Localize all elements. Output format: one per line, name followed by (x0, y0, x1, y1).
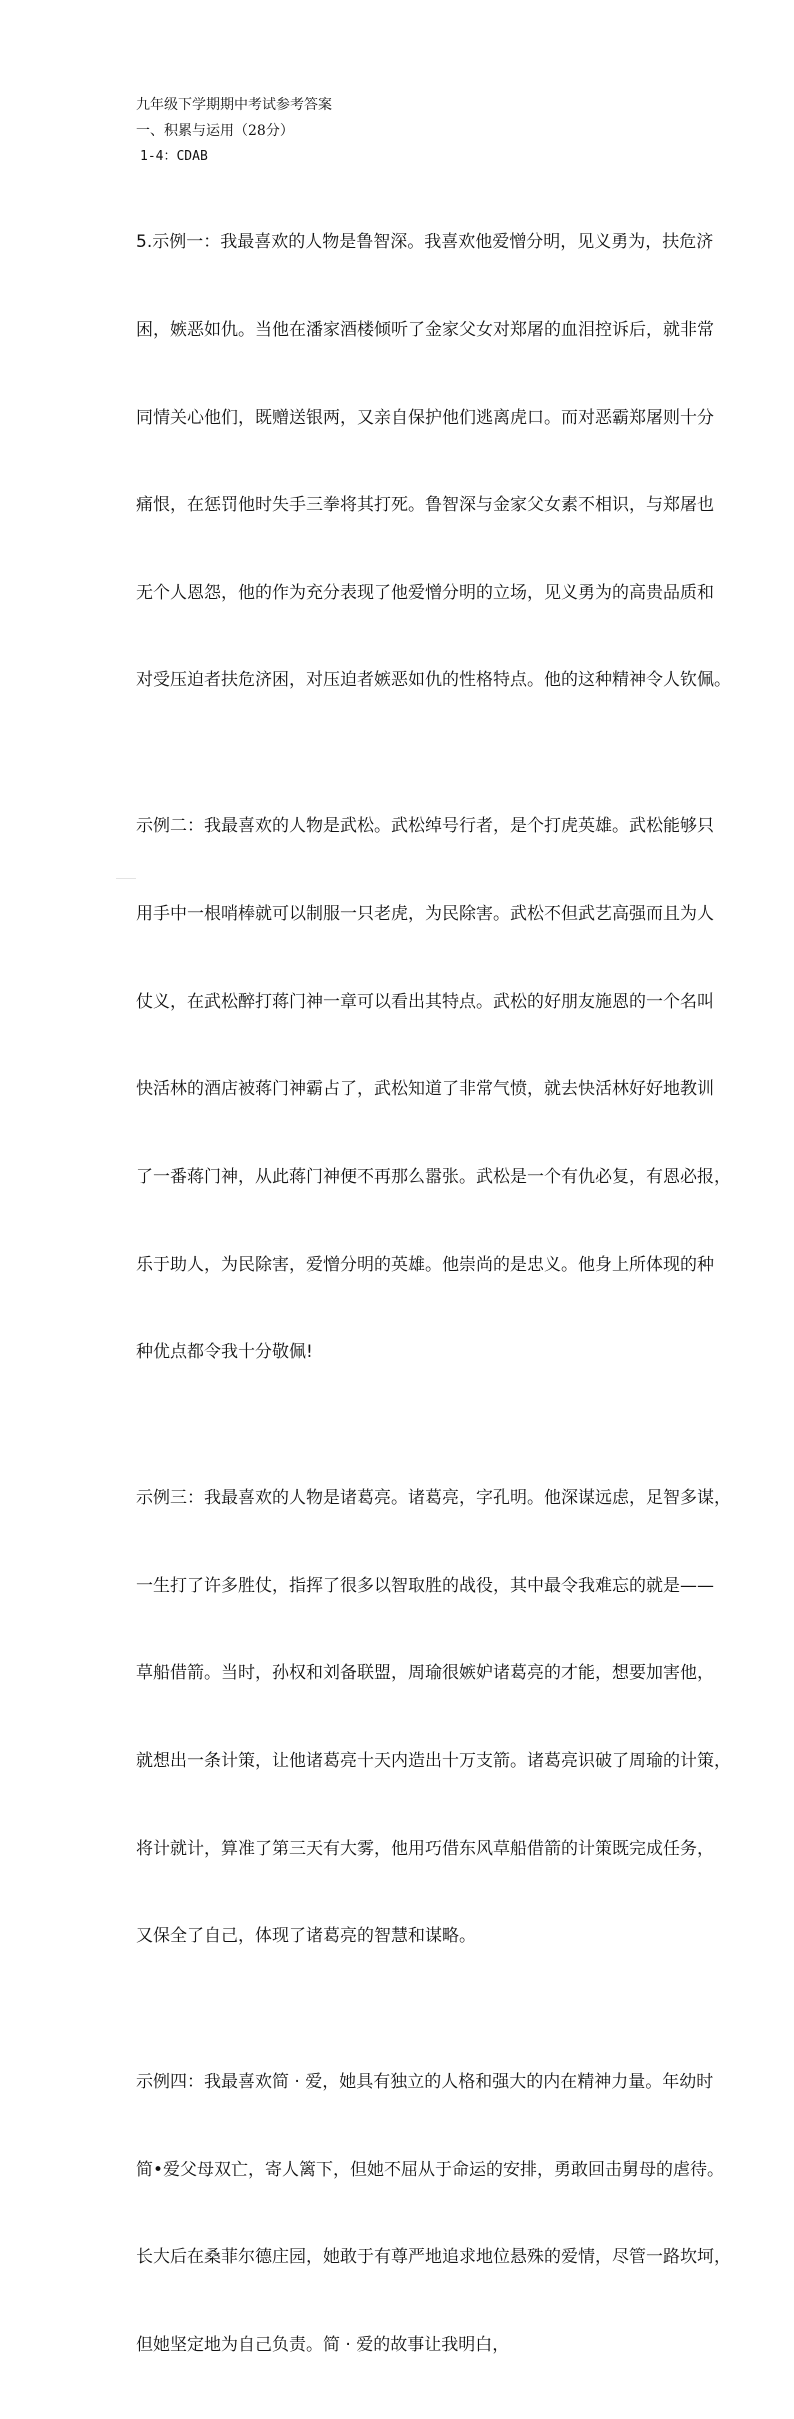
answers-1-4: 1-4：CDAB (140, 149, 208, 164)
text-line: 快活林的酒店被蒋门神霸占了，武松知道了非常气愤，就去快活林好好地教训 (136, 1079, 714, 1100)
text-line: 同情关心他们，既赠送银两，又亲自保护他们逃离虎口。而对恶霸郑屠则十分 (136, 407, 714, 428)
example-paragraph-1 (136, 170, 731, 754)
text-line: 示例三：我最喜欢的人物是诸葛亮。诸葛亮，字孔明。他深谋远虑，足智多谋， (136, 1488, 731, 1509)
text-line: 简•爱父母双亡，寄人篱下，但她不屈从于命运的安排，勇敢回击舅母的虐待。 (136, 2159, 725, 2180)
text-line: 就想出一条计策，让他诸葛亮十天内造出十万支箭。诸葛亮识破了周瑜的计策， (136, 1750, 731, 1771)
text-line: 用手中一根哨棒就可以制服一只老虎，为民除害。武松不但武艺高强而且为人 (136, 904, 714, 925)
text-line: 草船借箭。当时，孙权和刘备联盟，周瑜很嫉妒诸葛亮的才能，想要加害他， (136, 1663, 714, 1684)
footer-divider (116, 878, 136, 879)
text-line: 将计就计，算准了第三天有大雾，他用巧借东风草船借箭的计策既完成任务， (136, 1838, 714, 1859)
text-line: 痛恨，在惩罚他时失手三拳将其打死。鲁智深与金家父女素不相识，与郑屠也 (136, 495, 714, 516)
text-line: 仗义，在武松醉打蒋门神一章可以看出其特点。武松的好朋友施恩的一个名叫 (136, 991, 714, 1012)
text-line: 困，嫉恶如仇。当他在潘家酒楼倾听了金家父女对郑屠的血泪控诉后，就非常 (136, 320, 714, 341)
text-line: 又保全了自己，体现了诸葛亮的智慧和谋略。 (136, 1926, 476, 1947)
text-line: 但她坚定地为自己负责。简 · 爱的故事让我明白， (136, 2335, 510, 2356)
text-line: 乐于助人，为民除害，爱憎分明的英雄。他崇尚的是忠义。他身上所体现的种 (136, 1254, 714, 1275)
doc-title: 九年级下学期期中考试参考答案 (136, 97, 332, 113)
section-heading: 一、积累与运用（28分） (136, 123, 294, 139)
text-line: 示例四：我最喜欢简 · 爱，她具有独立的人格和强大的内在精神力量。年幼时 (136, 2072, 714, 2093)
text-line: 种优点都令我十分敬佩! (136, 1342, 313, 1363)
example-paragraph-2 (136, 754, 731, 1426)
text-line: 长大后在桑菲尔德庄园，她敢于有尊严地追求地位悬殊的爱情，尽管一路坎坷， (136, 2247, 731, 2268)
text-line: 一生打了许多胜仗，指挥了很多以智取胜的战役，其中最令我难忘的就是—— (136, 1575, 714, 1596)
text-line: 示例二：我最喜欢的人物是武松。武松绰号行者，是个打虎英雄。武松能够只 (136, 816, 714, 837)
example-paragraph-4 (136, 2010, 731, 2419)
text-line: 对受压迫者扶危济困，对压迫者嫉恶如仇的性格特点。他的这种精神令人钦佩。 (136, 670, 731, 691)
text-line: 了一番蒋门神，从此蒋门神便不再那么嚣张。武松是一个有仇必复，有恩必报， (136, 1166, 731, 1187)
text-line: 5.示例一：我最喜欢的人物是鲁智深。我喜欢他爱憎分明，见义勇为，扶危济 (136, 232, 714, 253)
example-paragraph-3 (136, 1426, 731, 2010)
text-line: 无个人恩怨，他的作为充分表现了他爱憎分明的立场，见义勇为的高贵品质和 (136, 582, 714, 603)
answer-content (136, 92, 731, 2419)
